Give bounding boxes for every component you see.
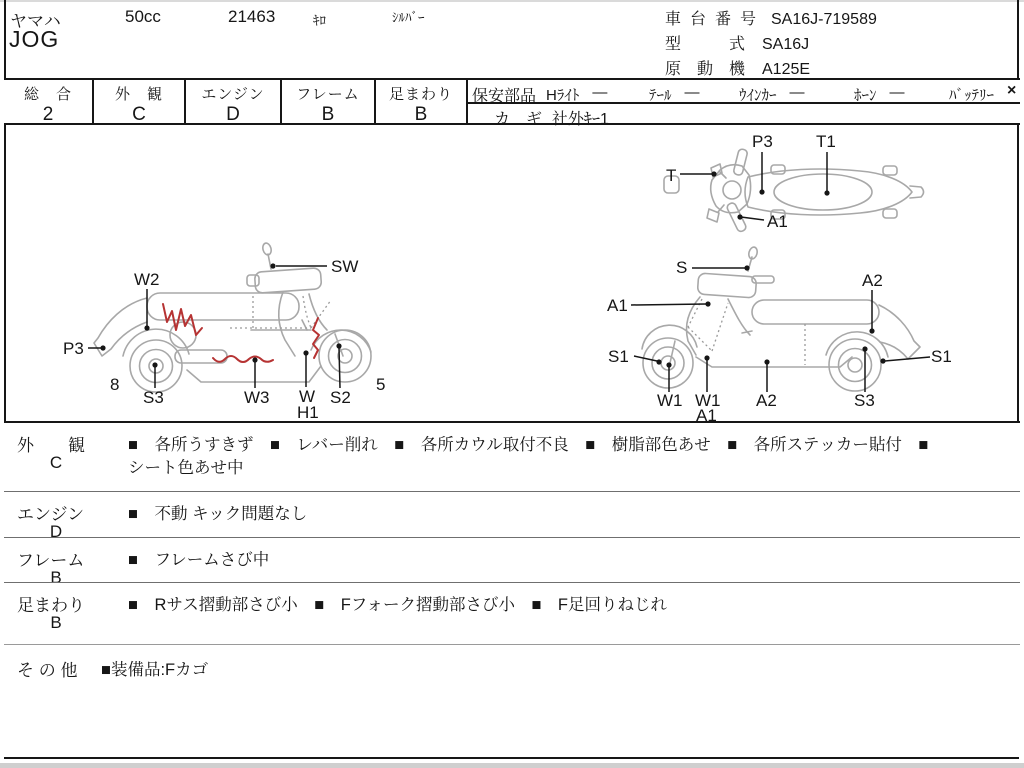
note-text: ■ Rサス摺動部さび小 ■ Fフォーク摺動部さび小 ■ F足回りねじれ	[128, 596, 667, 614]
maker-name: ヤマハ	[10, 12, 61, 31]
right-side-view-diagram	[600, 245, 970, 421]
label-a2-bottom: A2	[756, 391, 777, 410]
grade-value: C	[132, 104, 146, 125]
safety-item-name: ｳｲﾝｶｰ	[739, 87, 777, 104]
safety-item-status: —	[684, 84, 700, 101]
grade-label: 足まわり	[388, 86, 453, 103]
safety-item-headlight	[546, 84, 607, 105]
safety-item-battery	[949, 84, 1016, 105]
grade-value: 2	[42, 104, 54, 125]
model-code-row	[665, 31, 809, 54]
note-category: 足まわり	[17, 596, 85, 615]
note-row-exterior	[4, 423, 1020, 491]
label-tread-rear: 8	[110, 375, 120, 394]
grade-label: 総 合	[23, 86, 72, 103]
label-s: S	[676, 258, 688, 277]
engine-code-label: 原 動 機	[665, 61, 746, 78]
grade-label: フレーム	[296, 86, 360, 103]
grade-cell-overall	[4, 80, 94, 123]
key-row	[468, 104, 1020, 128]
safety-item-status: —	[789, 84, 805, 101]
mileage-value: 21463	[228, 7, 276, 26]
label-p3: P3	[752, 132, 773, 151]
safety-item-name: ﾎｰﾝ	[854, 87, 877, 104]
leader-lines	[680, 152, 827, 220]
note-category: エンジン	[17, 505, 85, 524]
note-grade: B	[50, 568, 62, 587]
label-sw: SW	[331, 257, 359, 276]
safety-item-name: ﾊﾞｯﾃﾘｰ	[949, 87, 995, 104]
label-a1: A1	[607, 296, 628, 315]
note-category: そ の 他	[17, 661, 78, 680]
label-w1-front: W1	[657, 391, 683, 410]
mileage-unit: ｷﾛ	[313, 13, 326, 28]
note-row-undercarriage	[4, 582, 1020, 644]
grade-table	[4, 78, 1020, 128]
safety-item-status: —	[889, 84, 905, 101]
chassis-number-label: 車台番号	[665, 11, 766, 28]
model-name: JOG	[9, 26, 60, 52]
bottom-edge-strip	[0, 763, 1024, 768]
engine-code-value: A125E	[762, 61, 811, 78]
key-value: 社外ｷｰ1	[552, 111, 609, 128]
label-t: T	[666, 166, 677, 185]
battery-x-mark: ×	[1007, 82, 1017, 99]
label-h1: H1	[297, 403, 319, 421]
chassis-number-row	[665, 6, 877, 29]
safety-item-name: Hﾗｲﾄ	[546, 87, 580, 104]
label-s3: S3	[854, 391, 875, 410]
engine-code-row	[665, 56, 810, 79]
label-tread-front: 5	[376, 375, 386, 394]
note-category: フレーム	[17, 551, 85, 570]
note-grade: B	[50, 613, 62, 632]
grade-value: B	[414, 104, 428, 125]
body-color: ｼﾙﾊﾞｰ	[392, 10, 425, 25]
label-t1: T1	[816, 132, 836, 151]
label-s2: S2	[330, 388, 351, 407]
condition-notes	[4, 421, 1020, 757]
label-s1-rear: S1	[931, 347, 952, 366]
label-w2: W2	[134, 270, 160, 289]
safety-item-status: —	[592, 84, 608, 101]
note-text: ■ 不動 キック問題なし	[128, 505, 308, 523]
sheet-bottom-border	[4, 757, 1019, 759]
label-s3: S3	[143, 388, 164, 407]
note-grade: C	[49, 453, 63, 472]
scooter-top-outline	[664, 148, 924, 232]
damage-marks	[163, 304, 319, 362]
safety-parts-row	[468, 80, 1020, 104]
engine-displacement: 50cc	[125, 7, 161, 26]
scooter-left-outline	[94, 242, 371, 392]
leader-lines	[631, 268, 930, 392]
model-code-label: 型 式	[665, 36, 746, 53]
chassis-number-value: SA16J-719589	[771, 11, 877, 28]
grade-cell-exterior	[94, 80, 186, 123]
label-a1: A1	[767, 212, 788, 231]
note-text-continued: シート色あせ中	[128, 459, 244, 477]
grade-value: B	[321, 104, 335, 125]
label-p3: P3	[63, 339, 84, 358]
grade-cell-frame	[282, 80, 376, 123]
note-text: ■装備品:Fカゴ	[101, 661, 209, 679]
note-text: ■ 各所うすきず ■ レバー削れ ■ 各所カウル取付不良 ■ 樹脂部色あせ ■ 各所ステッカー貼付 ■	[128, 436, 929, 454]
safety-item-tail	[649, 84, 700, 105]
note-text: ■ フレームさび中	[128, 551, 270, 569]
left-side-view-diagram	[55, 238, 425, 421]
label-w3: W3	[244, 388, 270, 407]
safety-item-winker	[739, 84, 805, 105]
note-row-other	[4, 644, 1020, 757]
safety-item-name: ﾃｰﾙ	[649, 87, 672, 104]
label-w1-mid: W1	[695, 391, 721, 410]
note-category: 外 観	[17, 436, 85, 455]
top-edge-strip	[0, 0, 1024, 2]
note-row-frame	[4, 537, 1020, 587]
safety-parts-label: 保安部品	[472, 88, 537, 105]
safety-item-horn	[854, 84, 905, 105]
grade-cell-engine	[186, 80, 282, 123]
top-view-diagram	[660, 130, 930, 240]
label-a1-mid: A1	[696, 406, 717, 421]
grade-value: D	[226, 104, 240, 125]
model-code-value: SA16J	[762, 36, 810, 53]
leader-lines	[88, 266, 340, 388]
label-s1-front: S1	[608, 347, 629, 366]
grade-label: 外 観	[114, 86, 163, 103]
label-a2-top: A2	[862, 271, 883, 290]
grade-label: エンジン	[201, 86, 265, 103]
grade-cell-undercarriage	[376, 80, 468, 123]
safety-parts-section	[468, 80, 1020, 128]
note-grade: D	[49, 522, 63, 541]
key-label: カ ギ	[494, 111, 543, 128]
note-row-engine	[4, 491, 1020, 541]
label-w: W	[299, 387, 316, 406]
